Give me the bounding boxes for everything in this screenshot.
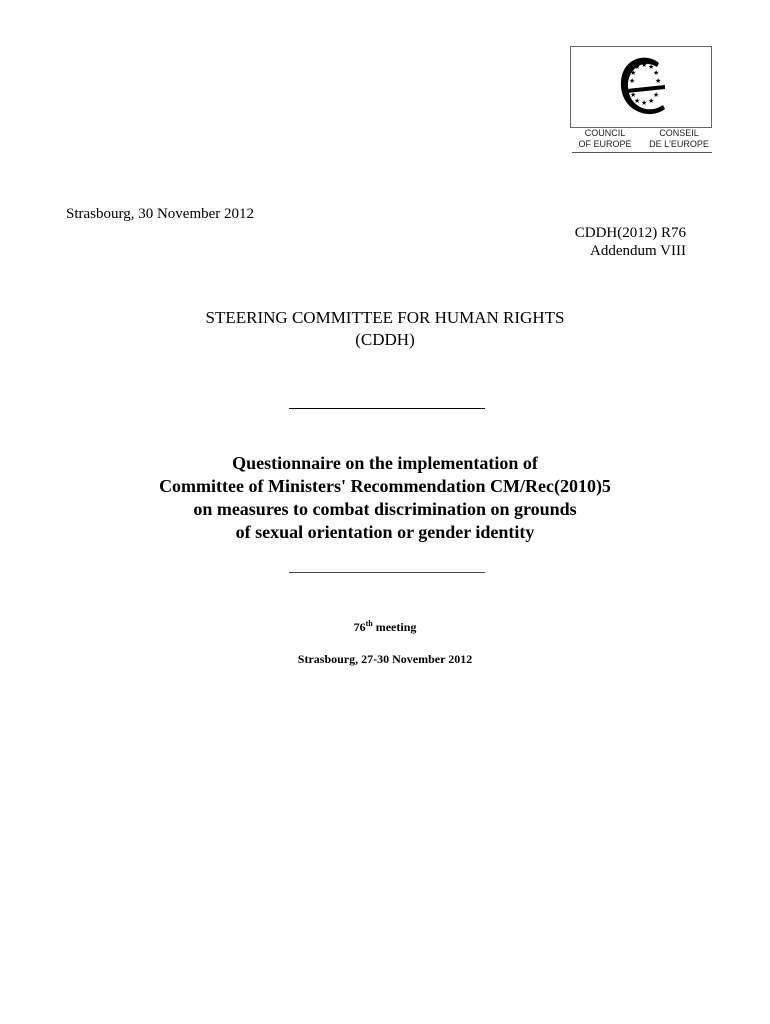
logo-caption-fr-line2: DE L'EUROPE: [649, 139, 709, 149]
logo-caption-en-line2: OF EUROPE: [578, 139, 632, 149]
place-date: Strasbourg, 30 November 2012: [66, 206, 255, 222]
logo-caption-en: [572, 128, 638, 150]
meeting-ordinal: 76: [353, 620, 366, 634]
council-of-europe-logo: [570, 46, 712, 128]
document-title: [0, 452, 770, 544]
meeting-number: [0, 619, 770, 635]
committee-name: STEERING COMMITTEE FOR HUMAN RIGHTS: [205, 308, 565, 327]
document-reference: CDDH(2012) R76: [574, 225, 686, 241]
svg-text:★: ★: [629, 77, 636, 85]
logo-divider: [572, 152, 712, 153]
committee-abbr: (CDDH): [355, 330, 415, 349]
title-line: Questionnaire on the implementation of: [232, 453, 538, 473]
svg-text:★: ★: [648, 97, 655, 105]
title-line: of sexual orientation or gender identity: [235, 522, 535, 542]
svg-text:★: ★: [641, 99, 648, 107]
logo-caption-fr: [646, 128, 712, 150]
council-of-europe-emblem-icon: [615, 53, 669, 123]
meeting-label: meeting: [375, 620, 417, 634]
svg-text:★: ★: [648, 63, 655, 71]
meeting-place-dates: Strasbourg, 27-30 November 2012: [297, 652, 473, 666]
addendum: Addendum VIII: [590, 243, 686, 259]
divider-top: [289, 408, 485, 409]
svg-text:★: ★: [634, 63, 641, 71]
logo-caption-fr-line1: CONSEIL: [659, 128, 699, 138]
meeting-ordinal-suffix: th: [365, 619, 373, 628]
svg-text:★: ★: [634, 97, 641, 105]
svg-text:★: ★: [630, 91, 637, 99]
svg-text:★: ★: [655, 77, 662, 85]
svg-text:★: ★: [653, 69, 660, 77]
svg-text:★: ★: [630, 69, 637, 77]
logo-caption-en-line1: COUNCIL: [584, 128, 626, 138]
title-line: on measures to combat discrimination on grounds: [193, 499, 577, 519]
divider-bottom: [289, 572, 485, 573]
title-line: Committee of Ministers' Recommendation CM/Rec(2010)5: [159, 476, 611, 496]
svg-text:★: ★: [641, 61, 648, 69]
logo-caption: [572, 128, 712, 150]
svg-text:★: ★: [653, 91, 660, 99]
